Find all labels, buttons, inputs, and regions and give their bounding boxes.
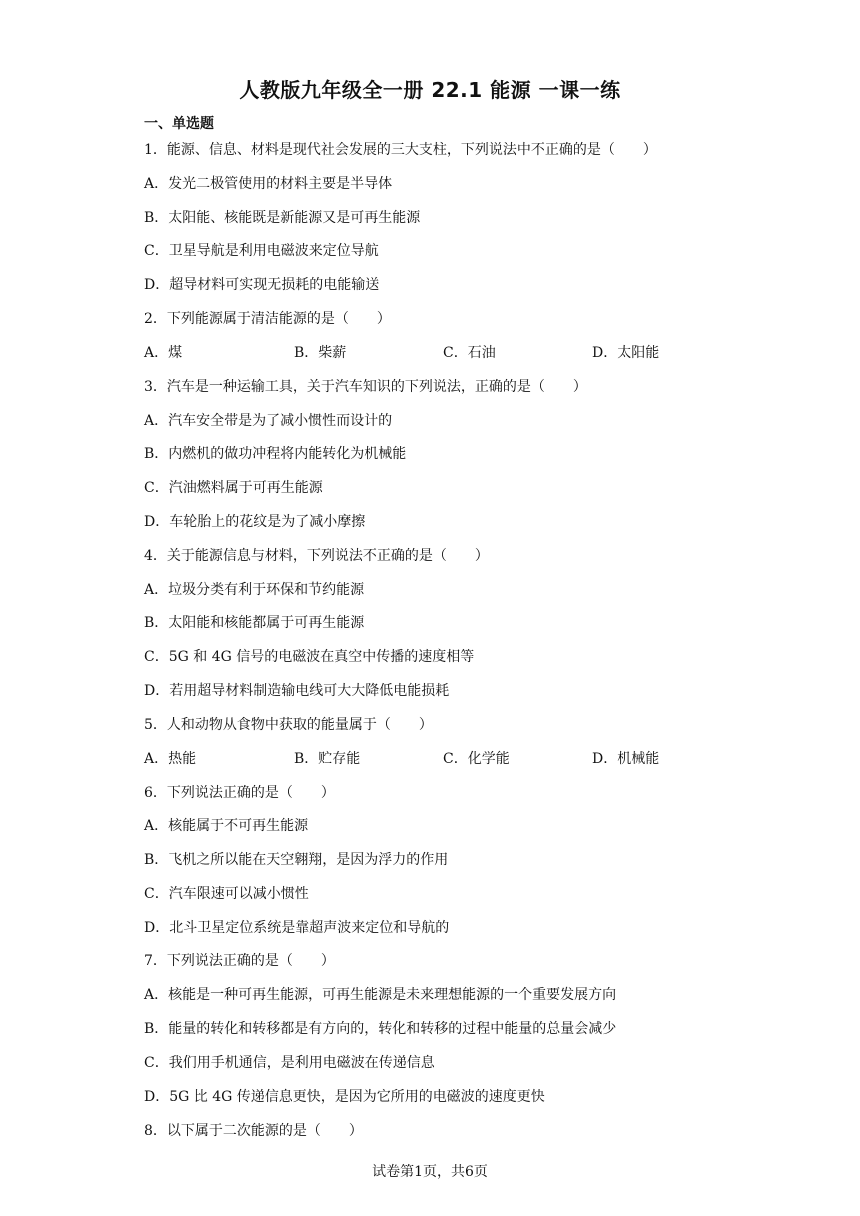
question-5-option-a: A．热能 xyxy=(144,751,197,767)
question-6-option-a: A．核能属于不可再生能源 xyxy=(144,818,309,834)
question-3-option-b: B．内燃机的做功冲程将内能转化为机械能 xyxy=(144,446,407,462)
question-3-option-c: C．汽油燃料属于可再生能源 xyxy=(144,480,323,496)
question-6-option-c: C．汽车限速可以减小惯性 xyxy=(144,886,309,902)
question-5-option-d: D．机械能 xyxy=(592,751,660,767)
question-1-option-b: B．太阳能、核能既是新能源又是可再生能源 xyxy=(144,210,421,226)
question-4-stem: 4．关于能源信息与材料，下列说法不正确的是（ ） xyxy=(144,548,489,564)
question-8-stem: 8．以下属于二次能源的是（ ） xyxy=(144,1123,363,1139)
question-7-option-c: C．我们用手机通信，是利用电磁波在传递信息 xyxy=(144,1055,435,1071)
question-2-option-a: A．煤 xyxy=(144,345,183,361)
question-3-option-a: A．汽车安全带是为了减小惯性而设计的 xyxy=(144,413,393,429)
question-5-stem: 5．人和动物从食物中获取的能量属于（ ） xyxy=(144,717,433,733)
question-7-option-d: D．5G 比 4G 传递信息更快，是因为它所用的电磁波的速度更快 xyxy=(144,1089,545,1105)
question-1-option-a: A．发光二极管使用的材料主要是半导体 xyxy=(144,176,393,192)
question-5-option-b: B．贮存能 xyxy=(294,751,361,767)
question-2-stem: 2．下列能源属于清洁能源的是（ ） xyxy=(144,311,391,327)
question-1-option-c: C．卫星导航是利用电磁波来定位导航 xyxy=(144,243,379,259)
question-4-option-b: B．太阳能和核能都属于可再生能源 xyxy=(144,615,365,631)
question-6-option-d: D．北斗卫星定位系统是靠超声波来定位和导航的 xyxy=(144,920,450,936)
question-4-option-d: D．若用超导材料制造输电线可大大降低电能损耗 xyxy=(144,683,450,699)
question-7-stem: 7．下列说法正确的是（ ） xyxy=(144,953,335,969)
question-6-stem: 6．下列说法正确的是（ ） xyxy=(144,785,335,801)
question-1-option-d: D．超导材料可实现无损耗的电能输送 xyxy=(144,277,380,293)
question-7-option-b: B．能量的转化和转移都是有方向的，转化和转移的过程中能量的总量会减少 xyxy=(144,1021,617,1037)
question-5-option-c: C．化学能 xyxy=(443,751,510,767)
page-footer: 试卷第1页，共6页 xyxy=(372,1164,488,1180)
question-3-option-d: D．车轮胎上的花纹是为了减小摩擦 xyxy=(144,514,366,530)
question-3-stem: 3．汽车是一种运输工具，关于汽车知识的下列说法，正确的是（ ） xyxy=(144,379,587,395)
question-1-stem: 1．能源、信息、材料是现代社会发展的三大支柱，下列说法中不正确的是（ ） xyxy=(144,142,657,158)
question-7-option-a: A．核能是一种可再生能源，可再生能源是未来理想能源的一个重要发展方向 xyxy=(144,987,617,1003)
question-4-option-c: C．5G 和 4G 信号的电磁波在真空中传播的速度相等 xyxy=(144,649,475,665)
question-4-option-a: A．垃圾分类有利于环保和节约能源 xyxy=(144,582,365,598)
question-2-option-d: D．太阳能 xyxy=(592,345,660,361)
section-heading: 一、单选题 xyxy=(144,116,214,132)
exam-title: 人教版九年级全一册 22.1 能源 一课一练 xyxy=(239,78,621,102)
question-2-option-c: C．石油 xyxy=(443,345,496,361)
question-2-option-b: B．柴薪 xyxy=(294,345,347,361)
question-6-option-b: B．飞机之所以能在天空翱翔，是因为浮力的作用 xyxy=(144,852,449,868)
